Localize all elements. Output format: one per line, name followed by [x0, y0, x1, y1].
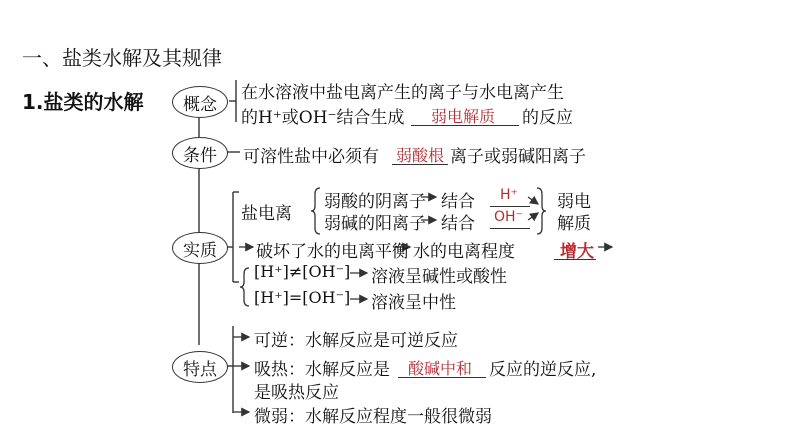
weak-acid-anion: 弱酸的阴离子 [324, 192, 426, 212]
concept-line1: 在水溶液中盐电离产生的离子与水电离产生 [241, 83, 564, 103]
blank-underline [398, 377, 486, 378]
condition-suffix: 离子或弱碱阳离子 [450, 147, 586, 167]
feature-endothermic-line2: 是吸热反应 [254, 383, 339, 403]
feature-endothermic-suffix: 反应的逆反应, [489, 360, 597, 380]
feature-weak: 微弱：水解反应程度一般很微弱 [254, 407, 492, 427]
blank-underline [490, 206, 530, 207]
result-line1: 弱电 [557, 192, 591, 212]
blank-underline [554, 259, 596, 260]
case2-result: 溶液呈中性 [371, 293, 456, 313]
answer-h-ion: H⁺ [500, 187, 518, 203]
node-concept: 概念 [172, 86, 228, 118]
destroy-equilibrium-text: 破坏了水的电离平衡 [256, 242, 409, 262]
result-line2: 解质 [557, 214, 591, 234]
node-condition: 条件 [172, 137, 228, 169]
ionization-label: 盐电离 [241, 204, 292, 224]
case2-condition: [H⁺]=[OH⁻] [254, 288, 351, 307]
answer-neutralization: 酸碱中和 [408, 359, 473, 378]
case1-condition: [H⁺]≠[OH⁻] [254, 262, 351, 281]
answer-weak-electrolyte: 弱电解质 [431, 107, 496, 126]
condition-prefix: 可溶性盐中必须有 [243, 147, 379, 167]
case1-result: 溶液呈碱性或酸性 [371, 267, 507, 287]
node-features: 特点 [172, 351, 228, 383]
feature-endothermic-prefix: 吸热：水解反应是 [254, 360, 390, 380]
concept-line2-prefix: 的H⁺或OH⁻结合生成 [241, 108, 405, 128]
answer-weak-acid-radical: 弱酸根 [396, 146, 445, 165]
ionization-degree-text: 水的电离程度 [413, 242, 515, 262]
blank-underline [490, 228, 530, 229]
node-essence: 实质 [172, 232, 228, 264]
concept-line2-suffix: 的反应 [522, 108, 573, 128]
section-heading: 一、盐类水解及其规律 [22, 46, 222, 70]
answer-increase: 增大 [560, 242, 594, 262]
answer-oh-ion: OH⁻ [494, 209, 523, 225]
combine-text: 结合 [441, 192, 475, 212]
blank-underline [411, 125, 519, 126]
subsection-heading: 1.盐类的水解 [22, 90, 144, 114]
combine-text: 结合 [441, 214, 475, 234]
blank-underline [392, 164, 448, 165]
weak-base-cation: 弱碱的阳离子 [324, 214, 426, 234]
feature-reversible: 可逆：水解反应是可逆反应 [254, 331, 458, 351]
